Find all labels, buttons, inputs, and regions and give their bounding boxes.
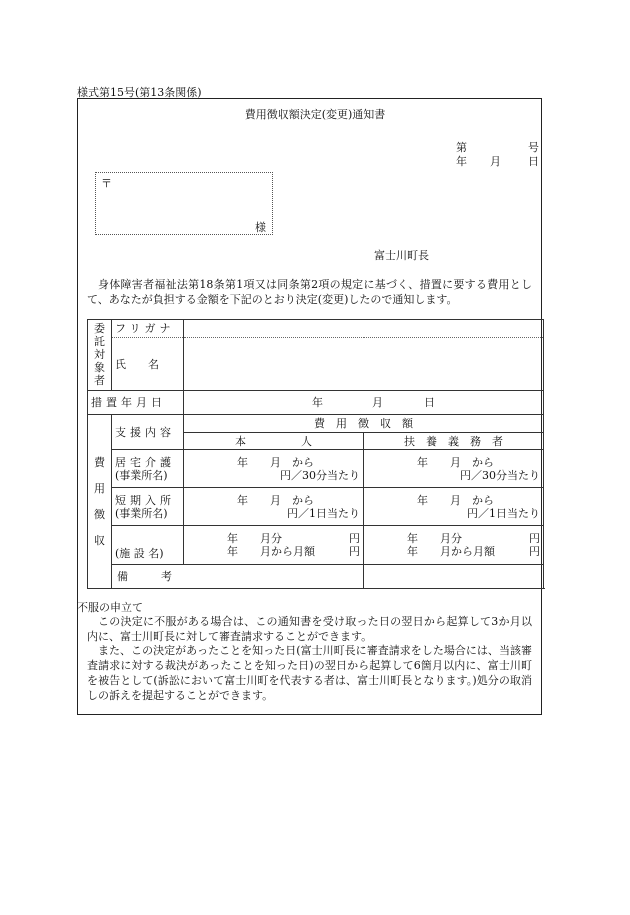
short-stay-support-from: 年 月 から [417,493,494,507]
name-value-cell [184,338,544,390]
col-self: 本 人 [235,434,312,448]
issue-date-month: 月 [490,155,501,168]
fee-label: 費用徴収 [94,455,105,547]
facility-label-cell [112,526,184,565]
objection-paragraph-1: この決定に不服がある場合は、この通知書を受け取った日の翌日から起算して3か月以内に、富士川町長に対して審査請求することができます。 [87,615,532,643]
issue-date-year: 年 [456,155,467,168]
date-label-cell [88,390,184,415]
short-stay-support-cell [364,488,544,526]
short-stay-self-rate: 円／1日当たり [287,506,360,520]
amount-header-cell [184,415,544,432]
facility-support-monthly-yen: 円 [529,545,540,559]
short-stay-self-from: 年 月 から [237,493,314,507]
postal-mark: 〒 [101,177,112,190]
facility-support-month: 年 月分 [407,532,462,546]
furigana-value-cell [184,320,544,338]
name-label: 氏 名 [115,357,159,371]
objection-heading: 不服の申立て [77,601,143,614]
home-care-support-rate: 円／30分当たり [460,468,540,482]
support-label: 支援内容 [115,425,175,439]
short-stay-office-label: (事業所名) [115,506,168,520]
home-care-label: 居宅介護 [115,455,175,469]
address-box [95,172,273,235]
col-self-cell [184,432,364,449]
facility-self-monthly: 年 月から月額 [227,545,315,559]
amount-header: 費 用 徴 収 額 [314,417,413,431]
facility-support-monthly: 年 月から月額 [407,545,495,559]
remarks-label-cell [112,565,364,589]
home-care-self-rate: 円／30分当たり [280,468,360,482]
facility-self-cell [184,526,364,565]
furigana-label: フリガナ [115,322,175,336]
date-value-cell [184,390,544,415]
date-label: 措置年月日 [91,396,166,410]
body-paragraph: 身体障害者福祉法第18条第1項又は同条第2項の規定に基づく、措置に要する費用として、あなたが負担する金額を下記のとおり決定(変更)したので通知します。 [87,278,532,306]
form-number-label: 様式第15号(第13条関係) [77,86,202,99]
issuer-name: 富士川町長 [374,249,429,262]
document-title: 費用徴収額決定(変更)通知書 [244,108,386,121]
subject-label-cell [88,320,112,391]
document-number-suffix: 号 [528,141,539,154]
facility-self-month: 年 月分 [227,532,282,546]
facility-support-cell [364,526,544,565]
home-care-self-cell [184,450,364,488]
addressee-honorific: 様 [255,221,266,234]
facility-self-monthly-yen: 円 [349,545,360,559]
short-stay-label: 短期入所 [115,493,175,507]
facility-support-month-yen: 円 [529,532,540,546]
short-stay-support-rate: 円／1日当たり [467,506,540,520]
home-care-office-label: (事業所名) [115,468,168,482]
short-stay-self-cell [184,488,364,526]
furigana-label-cell [112,320,184,338]
issue-date-day: 日 [528,155,539,168]
subject-label: 委託対象者 [94,322,105,388]
home-care-support-from: 年 月 から [417,455,494,469]
home-care-label-cell [112,450,184,488]
col-support: 扶 養 義 務 者 [404,434,503,448]
document-number-prefix: 第 [456,141,467,154]
home-care-support-cell [364,450,544,488]
date-day: 日 [424,396,435,410]
support-label-cell [112,415,184,450]
home-care-self-from: 年 月 から [237,455,314,469]
col-support-cell [364,432,544,449]
fee-label-cell [88,415,112,589]
name-label-cell [112,338,184,390]
short-stay-label-cell [112,488,184,526]
date-year: 年 [312,396,323,410]
remarks-label: 備 考 [117,570,172,584]
objection-paragraph-2: また、この決定があったことを知った日(富士川町長に審査請求をした場合には、当該審査請求に対する裁決があったことを知った日)の翌日から起算して6箇月以内に、富士川町を被告として(訴訟において富士川町を代表する者は、富士川町長となります。)処分の取消しの訴えを提起することができます。 [87,644,532,702]
facility-label: (施 設 名) [115,547,164,561]
fee-table [87,319,544,589]
facility-self-month-yen: 円 [349,532,360,546]
date-month: 月 [372,396,383,410]
remarks-value-cell [364,565,544,589]
